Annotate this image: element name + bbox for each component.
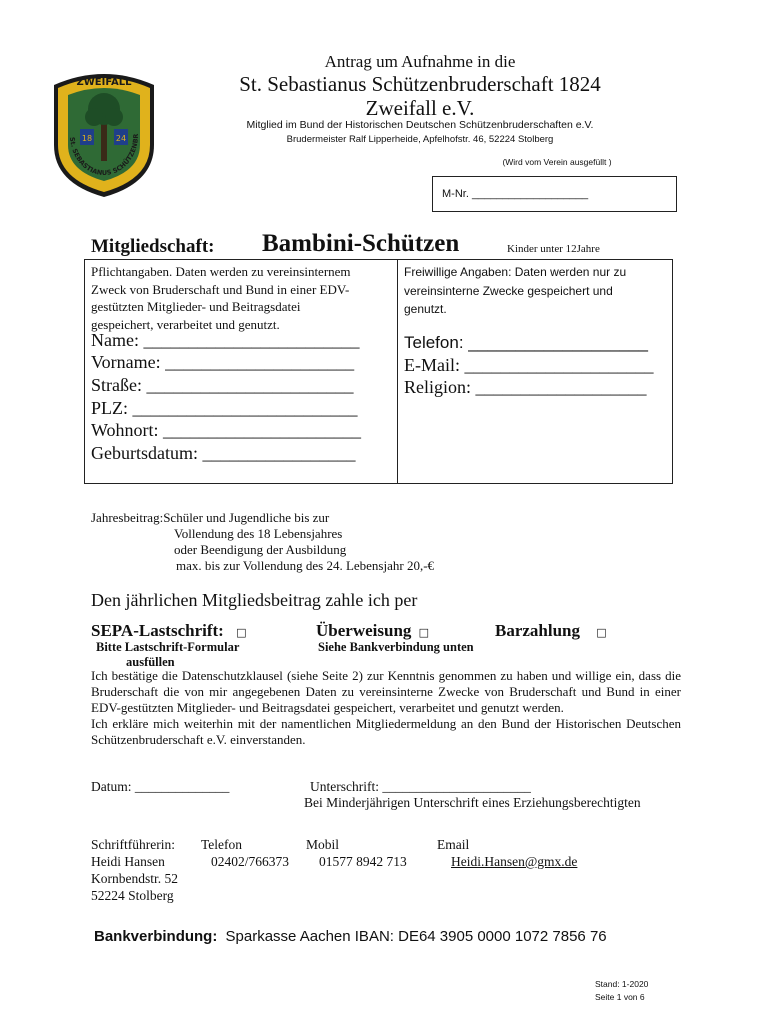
minor-signature-note: Bei Minderjährigen Unterschrift eines Erziehungsberechtigten [304,795,641,810]
vorname-field[interactable]: Vorname: _____________________ [91,352,355,372]
header-club-location: Zweifall e.V. [365,96,475,120]
unterschrift-field[interactable]: Unterschrift: ______________________ [310,779,531,794]
box-divider [397,260,398,483]
barzahlung-checkbox[interactable]: □ [596,626,607,639]
geburtsdatum-field[interactable]: Geburtsdatum: _________________ [91,443,356,463]
ueberweisung-option[interactable]: Überweisung □ [316,621,430,640]
member-number-label: M-Nr. ___________________ [442,188,589,200]
logo-year-left: 18 [81,134,93,143]
phone-label: Telefon [201,837,243,852]
consent-paragraph-1: Ich bestätige die Datenschutzklausel (siehe Seite 2) zur Kenntnis genommen zu haben und willige ein, dass die Bruderschaft die von mir angegebenen Daten zu vereinsinterne Zwecke von Bruderschaft und Bund in einer EDV-gestützten Mitglieder- und Beitragsdatei gespeichert, verarbeitet und genutzt werden. [91,668,681,715]
contact-name: Heidi Hansen [91,854,165,869]
bank-iban: Sparkasse Aachen IBAN: DE64 3905 0000 1072 7856 76 [225,928,607,945]
logo-year-right: 24 [115,134,127,143]
phone-value: 02402/766373 [211,854,290,869]
consent-text [91,668,681,748]
sepa-note-1: Bitte Lastschrift-Formular [96,640,240,654]
email-link[interactable]: Heidi.Hansen@gmx.de [451,854,578,869]
club-fill-note: (Wird vom Verein ausgefüllt ) [502,157,612,167]
optional-info-text: Freiwillige Angaben: Daten werden nur zu vereinsinterne Zwecke gespeichert und genutzt. [404,265,627,316]
payment-intro: Den jährlichen Mitgliedsbeitrag zahle ich per [91,590,418,610]
mandatory-info-text: Pflichtangaben. Daten werden zu vereinsinternem Zweck von Bruderschaft und Bund in einer EDV- gestützten Mitglieder- und Beitragsdatei gespeichert, verarbeitet und genutzt. [91,264,351,332]
header-line-1: Antrag um Aufnahme in die [324,52,516,71]
bank-details [94,928,607,945]
logo-ring-text: St. SEBASTIANUS SCHÜTZENBR [68,133,141,178]
membership-age-note: Kinder unter 12Jahre [507,243,600,255]
membership-label: Mitgliedschaft: [91,236,215,257]
header-brudermeister: Brudermeister Ralf Lipperheide, Apfelhofstr. 46, 52224 Stolberg [286,134,554,145]
plz-field[interactable]: PLZ: _________________________ [91,398,358,418]
contact-role: Schriftführerin: [91,837,175,852]
fee-line-1: Jahresbeitrag:Schüler und Jugendliche bis zur [91,510,330,525]
email-field[interactable]: E-Mail: _____________________ [404,355,654,375]
mobile-value: 01577 8942 713 [319,854,407,869]
sepa-option[interactable]: SEPA-Lastschrift: □ [91,621,247,640]
strasse-field[interactable]: Straße: _______________________ [91,375,354,395]
logo-top-text: ZWEIFALL [76,77,132,88]
datum-field[interactable]: Datum: ______________ [91,779,230,794]
membership-type: Bambini-Schützen [262,230,460,257]
sepa-note-2: ausfüllen [126,655,175,669]
religion-field[interactable]: Religion: ___________________ [404,377,647,397]
mobile-label: Mobil [306,837,340,852]
contact-city: 52224 Stolberg [91,888,174,903]
header-club-name: St. Sebastianus Schützenbruderschaft 1824 [239,72,601,96]
barzahlung-option[interactable]: Barzahlung □ [495,621,607,640]
bank-transfer-note: Siehe Bankverbindung unten [318,640,474,654]
fee-line-3: oder Beendigung der Ausbildung [174,542,347,557]
footer-page: Seite 1 von 6 [595,992,645,1002]
footer-stand: Stand: 1-2020 [595,979,649,989]
name-field[interactable]: Name: ________________________ [91,330,360,350]
contact-street: Kornbendstr. 52 [91,871,178,886]
sepa-checkbox[interactable]: □ [236,626,247,639]
telefon-field[interactable]: Telefon: ___________________ [404,333,648,352]
header-federation: Mitglied im Bund der Historischen Deutschen Schützenbruderschaften e.V. [246,119,594,131]
ueberweisung-checkbox[interactable]: □ [418,626,430,639]
wohnort-field[interactable]: Wohnort: ______________________ [91,420,362,440]
fee-line-2: Vollendung des 18 Lebensjahres [174,526,343,541]
email-label: Email [437,837,470,852]
fee-line-4: max. bis zur Vollendung des 24. Lebensjahr 20,-€ [176,558,435,573]
bank-label: Bankverbindung: [94,928,218,945]
consent-paragraph-2: Ich erkläre mich weiterhin mit der namentlichen Mitgliedermeldung an den Bund der Historischen Deutschen Schützenbruderschaft e.V. einverstanden. [91,716,681,747]
